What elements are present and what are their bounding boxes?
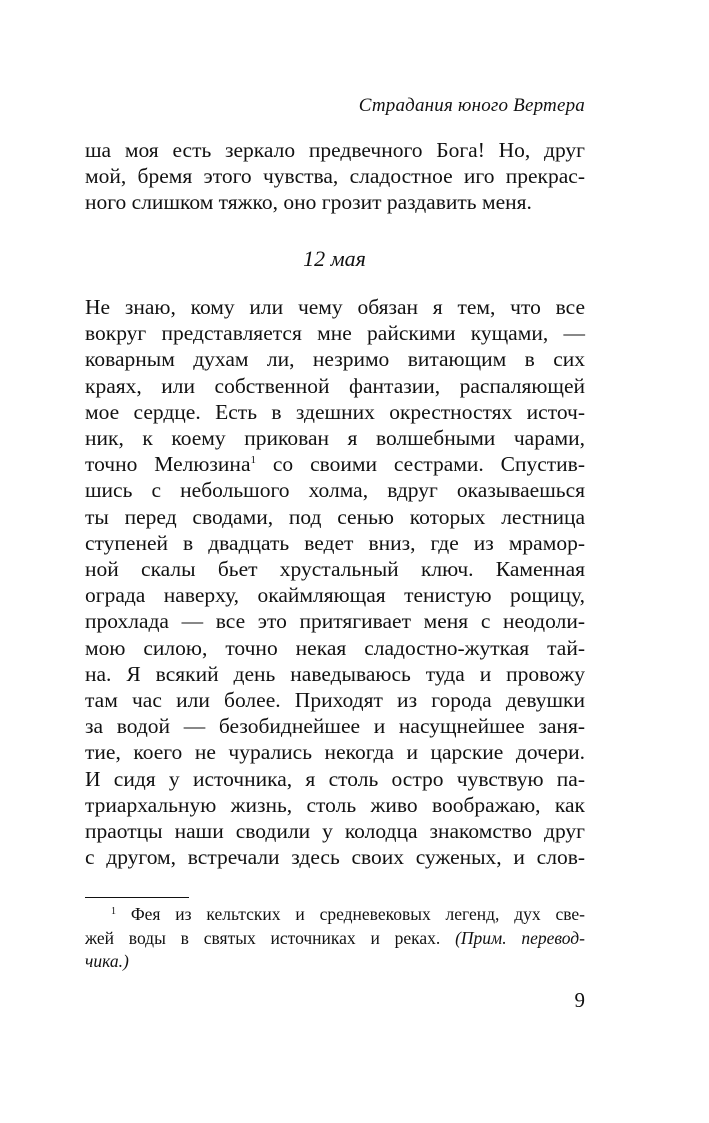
translator-note: чика.) — [85, 951, 129, 971]
footnote-line — [85, 927, 585, 951]
running-head: Страдания юного Вертера — [358, 95, 585, 116]
footnote — [85, 903, 585, 974]
footnote-line — [85, 903, 585, 927]
text-line: мое сердце. Есть в здешних окрестностях источ- — [85, 399, 585, 424]
footnote-divider — [85, 897, 189, 898]
intro-paragraph — [85, 137, 585, 216]
text-line: ного слишком тяжко, оно грозит раздавить меня. — [85, 190, 532, 215]
text-segment: точно Мелюзина — [85, 452, 251, 477]
body-paragraph — [85, 294, 585, 870]
text-line: триархальную жизнь, столь живо воображаю, как — [85, 792, 585, 817]
translator-note: (Прим. перевод- — [455, 927, 585, 948]
text-line: праотцы наши сводили у колодца знакомство друг — [85, 819, 585, 844]
text-line: краях, или собственной фантазии, распаляющей — [85, 373, 585, 398]
text-line: за водой — безобиднейшее и насущнейшее заня- — [85, 714, 585, 739]
text-segment: со своими сестрами. Спустив- — [255, 452, 585, 477]
text-line: ты перед сводами, под сенью которых лестница — [85, 504, 585, 529]
text-line: шись с небольшого холма, вдруг оказываешься — [85, 478, 585, 503]
text-line: ной скалы бьет хрустальный ключ. Каменная — [85, 557, 585, 582]
text-line-with-footnote-ref — [85, 451, 585, 477]
text-line: Не знаю, кому или чему обязан я тем, что все — [85, 295, 585, 319]
text-line: ша моя есть зеркало предвечного Бога! Но, друг — [85, 138, 585, 162]
text-line: ограда наверху, окаймляющая тенистую рощицу, — [85, 583, 585, 608]
text-line: И сидя у источника, я столь остро чувствую па- — [85, 766, 585, 791]
text-line: ник, к коему прикован я волшебными чарами, — [85, 426, 585, 451]
text-line: там час или более. Приходят из города девушки — [85, 688, 585, 713]
text-line: мой, бремя этого чувства, сладостное иго прекрас- — [85, 164, 585, 189]
footnote-text: Фея из кельтских и средневековых легенд, дух све- — [116, 904, 585, 924]
footnote-marker: 1 — [111, 906, 116, 917]
text-line: ступеней в двадцать ведет вниз, где из мрамор- — [85, 530, 585, 555]
text-line: с другом, встречали здесь своих суженых, и слов- — [85, 845, 585, 870]
text-line: прохлада — все это притягивает меня с неодоли- — [85, 609, 585, 634]
footnote-text: жей воды в святых источниках и реках. — [85, 927, 456, 948]
text-line: тие, коего не чурались некогда и царские дочери. — [85, 740, 585, 765]
date-heading: 12 мая — [303, 246, 366, 271]
page-number: 9 — [574, 988, 585, 1012]
footnote-reference: 1 — [250, 454, 256, 467]
text-line: коварным духам ли, незримо витающим в сих — [85, 347, 585, 372]
text-line: вокруг представляется мне райскими кущами, — — [85, 321, 585, 346]
text-line: мою силою, точно некая сладостно-жуткая тай- — [85, 635, 585, 660]
text-line: на. Я всякий день наведываюсь туда и провожу — [85, 661, 585, 686]
